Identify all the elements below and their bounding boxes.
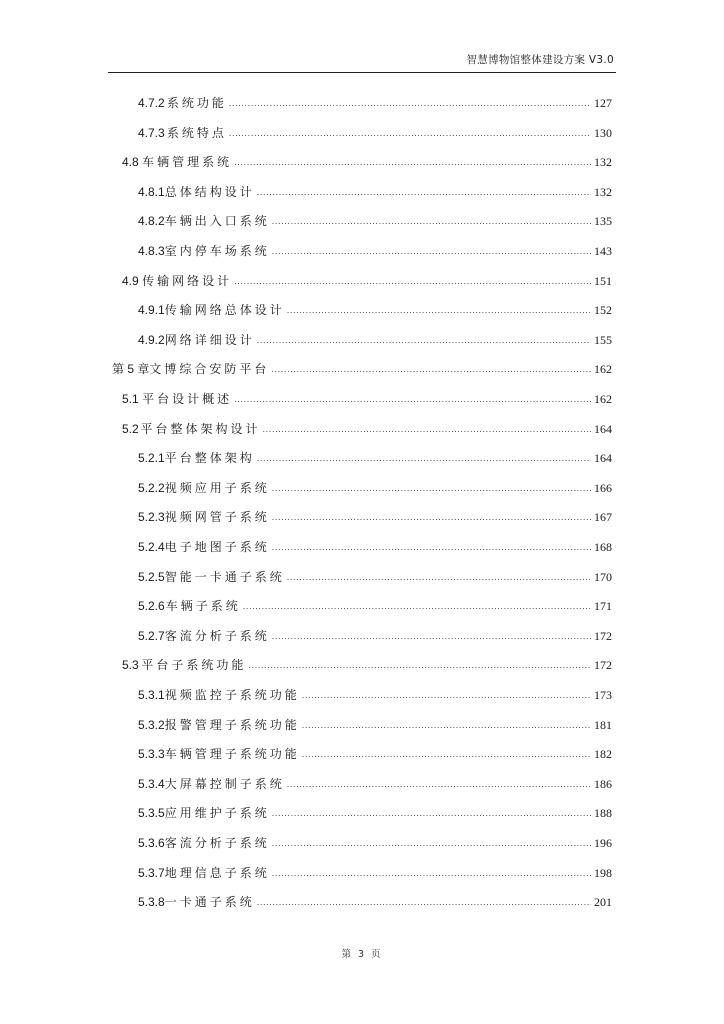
- toc-entry-page: 164: [594, 421, 612, 436]
- toc-entry-number: 4.8.3: [138, 244, 165, 258]
- toc-entry-title: 平台整体架构: [164, 451, 255, 466]
- toc-entry-number: 5.2: [122, 421, 139, 436]
- toc-dot-leader: [272, 869, 591, 878]
- toc-entry-title: 车辆管理系统: [142, 155, 233, 170]
- toc-entry-title: 车辆出入口系统: [164, 214, 270, 229]
- toc-entry-number: 5.3.3: [138, 747, 165, 762]
- toc-dot-leader: [302, 691, 591, 700]
- toc-entry-number: 4.7.3: [138, 125, 165, 140]
- toc-entry-title: 客流分析子系统: [164, 836, 270, 850]
- toc-entry-page: 151: [594, 273, 612, 288]
- toc-dot-leader: [272, 247, 591, 256]
- toc-entry-title: 车辆管理子系统功能: [164, 747, 300, 762]
- toc-entry-number: 4.8: [122, 155, 139, 170]
- toc-dot-leader: [271, 365, 591, 374]
- toc-entry-number: 5.3.7: [138, 865, 165, 880]
- toc-entry[interactable]: [138, 94, 612, 114]
- header-divider: [108, 72, 616, 73]
- toc-dot-leader: [302, 721, 591, 730]
- toc-dot-leader: [272, 632, 591, 641]
- toc-entry-page: 155: [594, 332, 612, 347]
- page-number: 第 3 页: [341, 949, 383, 960]
- toc-entry[interactable]: [122, 420, 612, 440]
- toc-entry-page: 171: [594, 599, 612, 614]
- toc-dot-leader: [257, 336, 591, 345]
- toc-entry-page: 130: [594, 125, 612, 140]
- toc-entry-page: 188: [594, 806, 612, 821]
- toc-entry-number: 5.3.2: [138, 717, 165, 732]
- toc-entry-number: 4.8.2: [138, 214, 165, 229]
- toc-entry[interactable]: [138, 242, 612, 262]
- toc-entry-page: 201: [594, 895, 612, 910]
- toc-entry-title: 视频网管子系统: [164, 510, 270, 525]
- toc-entry-title: 一卡通子系统: [164, 895, 255, 910]
- toc-dot-leader: [248, 661, 591, 670]
- toc-entry-number: 5.3.6: [138, 836, 165, 850]
- toc-entry-number: 5.2.5: [138, 569, 165, 584]
- toc-entry-page: 132: [594, 155, 612, 170]
- toc-entry-title: 视频监控子系统功能: [164, 688, 300, 702]
- toc-entry[interactable]: [122, 390, 612, 410]
- toc-entry[interactable]: [138, 331, 612, 351]
- toc-dot-leader: [272, 513, 591, 522]
- toc-dot-leader: [229, 129, 591, 138]
- toc-entry[interactable]: [138, 834, 612, 854]
- toc-entry-number: 4.7.2: [138, 96, 165, 110]
- toc-entry-title: 平台整体架构设计: [140, 421, 261, 436]
- toc-entry[interactable]: [112, 360, 612, 380]
- toc-entry-title: 大屏幕控制子系统: [164, 776, 285, 791]
- toc-entry[interactable]: [138, 538, 612, 558]
- toc-dot-leader: [287, 306, 591, 315]
- toc-entry-title: 视频应用子系统: [164, 480, 270, 495]
- toc-dot-leader: [287, 780, 591, 789]
- toc-dot-leader: [272, 839, 591, 848]
- toc-entry[interactable]: [138, 124, 612, 144]
- toc-entry[interactable]: [138, 775, 612, 795]
- toc-dot-leader: [257, 898, 591, 907]
- toc-entry[interactable]: [138, 864, 612, 884]
- toc-entry-number: 4.9.1: [138, 303, 165, 318]
- toc-entry-number: 5.1: [122, 392, 139, 406]
- toc-entry-title: 智能一卡通子系统: [164, 569, 285, 584]
- toc-entry-page: 170: [594, 569, 612, 584]
- toc-entry-number: 5.3.8: [138, 895, 165, 910]
- toc-entry-title: 传输网络设计: [142, 273, 233, 288]
- toc-entry-title: 系统功能: [166, 96, 227, 110]
- toc-entry-title: 文博综合安防平台: [149, 362, 270, 377]
- toc-entry-page: 167: [594, 510, 612, 525]
- toc-entry[interactable]: [138, 745, 612, 765]
- toc-dot-leader: [287, 573, 591, 582]
- toc-entry-page: 168: [594, 540, 612, 554]
- toc-entry-number: 5.2.1: [138, 451, 165, 466]
- toc-dot-leader: [272, 217, 591, 226]
- toc-entry-page: 196: [594, 836, 612, 850]
- toc-entry-page: 186: [594, 776, 612, 791]
- toc-entry-title: 总体结构设计: [164, 184, 255, 199]
- toc-entry-page: 172: [594, 628, 612, 643]
- toc-dot-leader: [234, 395, 591, 404]
- toc-entry[interactable]: [138, 212, 612, 232]
- toc-entry[interactable]: [122, 656, 612, 676]
- toc-dot-leader: [243, 602, 591, 611]
- toc-entry-title: 平台子系统功能: [141, 658, 247, 673]
- toc-entry-number: 5.3.5: [138, 806, 165, 821]
- header-title: 智慧博物馆整体建设方案 V3.0: [466, 54, 614, 66]
- toc-dot-leader: [257, 188, 591, 197]
- toc-entry-page: 182: [594, 747, 612, 762]
- toc-entry[interactable]: [138, 627, 612, 647]
- toc-entry-title: 传输网络总体设计: [164, 303, 285, 318]
- toc-entry[interactable]: [138, 183, 612, 203]
- toc-dot-leader: [234, 158, 591, 167]
- toc-entry-title: 网络详细设计: [164, 332, 255, 347]
- toc-entry-number: 4.8.1: [138, 184, 165, 199]
- toc-entry-title: 报警管理子系统功能: [164, 717, 300, 732]
- toc-entry-number: 第 5 章: [112, 362, 150, 377]
- toc-entry-page: 172: [594, 658, 612, 673]
- toc-entry[interactable]: [138, 449, 612, 469]
- toc-entry[interactable]: [138, 508, 612, 528]
- toc-entry-title: 车辆子系统: [165, 599, 241, 614]
- toc-entry-page: 152: [594, 303, 612, 318]
- toc-entry[interactable]: [122, 272, 612, 292]
- toc-dot-leader: [234, 277, 591, 286]
- toc-entry[interactable]: [138, 597, 612, 617]
- toc-entry-title: 客流分析子系统: [164, 628, 270, 643]
- toc-entry-number: 5.2.4: [138, 540, 165, 554]
- toc-entry-number: 4.9.2: [138, 332, 165, 347]
- toc-entry-page: 143: [594, 244, 612, 258]
- toc-entry-page: 162: [594, 362, 612, 377]
- toc-entry-page: 135: [594, 214, 612, 229]
- toc-entry-page: 164: [594, 451, 612, 466]
- toc-entry-title: 室内停车场系统: [164, 244, 270, 258]
- toc-dot-leader: [229, 99, 591, 108]
- toc-entry-title: 系统特点: [166, 125, 227, 140]
- toc-entry-number: 5.2.3: [138, 510, 165, 525]
- toc-entry-title: 平台设计概述: [142, 392, 233, 406]
- toc-entry[interactable]: [138, 804, 612, 824]
- toc-entry-title: 电子地图子系统: [164, 540, 270, 554]
- toc-entry-page: 127: [594, 96, 612, 110]
- toc-entry-number: 5.2.6: [138, 599, 165, 614]
- toc-dot-leader: [272, 809, 591, 818]
- toc-entry-number: 5.2.7: [138, 628, 165, 643]
- toc-entry[interactable]: [122, 153, 612, 173]
- toc-entry[interactable]: [138, 716, 612, 736]
- toc-entry-title: 应用维护子系统: [164, 806, 270, 821]
- toc-entry[interactable]: [138, 686, 612, 706]
- toc-entry[interactable]: [138, 301, 612, 321]
- toc-entry-page: 198: [594, 865, 612, 880]
- toc-entry-number: 5.3: [122, 658, 139, 673]
- toc-entry[interactable]: [138, 893, 612, 913]
- toc-entry-page: 162: [594, 392, 612, 406]
- toc-entry-page: 166: [594, 480, 612, 495]
- toc-entry-number: 5.3.1: [138, 688, 165, 702]
- toc-entry-number: 5.2.2: [138, 480, 165, 495]
- toc-dot-leader: [263, 425, 591, 434]
- toc-entry-page: 132: [594, 184, 612, 199]
- toc-entry-page: 181: [594, 717, 612, 732]
- toc-entry-number: 5.3.4: [138, 776, 165, 791]
- toc-dot-leader: [272, 543, 591, 552]
- toc-dot-leader: [302, 750, 591, 759]
- toc-dot-leader: [272, 484, 591, 493]
- toc-dot-leader: [257, 454, 591, 463]
- toc-entry[interactable]: [138, 568, 612, 588]
- toc-entry-title: 地理信息子系统: [164, 865, 270, 880]
- toc-entry[interactable]: [138, 479, 612, 499]
- toc-entry-page: 173: [594, 688, 612, 702]
- toc-entry-number: 4.9: [122, 273, 139, 288]
